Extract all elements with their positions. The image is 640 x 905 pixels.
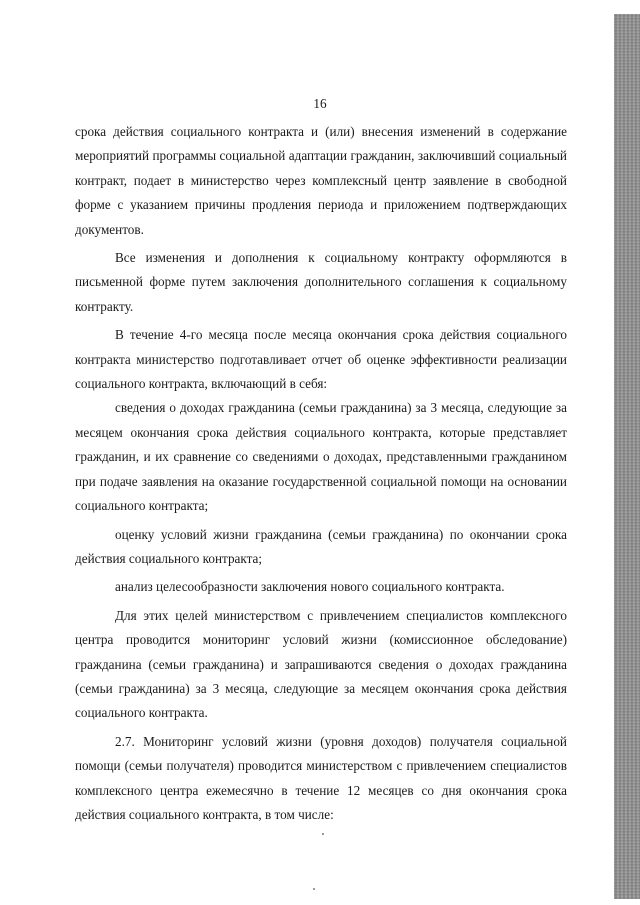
scan-speck xyxy=(313,888,315,890)
document-body xyxy=(75,120,567,827)
paragraph-income-info: сведения о доходах гражданина (семьи гражданина) за 3 месяца, следующие за месяцем окончания срока действия социального контракта, которые представляет гражданин, и их сравнение со сведениями о доходах, представленными гражданином при подаче заявления на оказание государственной социальной помощи на основании социального контракта; xyxy=(75,400,567,514)
paragraph-amendments: Все изменения и дополнения к социальному контракту оформляются в письменной форме путем заключения дополнительного соглашения к социальному контракту. xyxy=(75,250,567,314)
paragraph-living-conditions: оценку условий жизни гражданина (семьи гражданина) по окончании срока действия социального контракта; xyxy=(75,526,567,566)
paragraph-new-contract-analysis: анализ целесообразности заключения нового социального контракта. xyxy=(115,579,505,595)
paragraph-monitoring-purpose: Для этих целей министерством с привлечением специалистов комплексного центра проводится мониторинг условий жизни (комиссионное обследование) гражданина (семьи гражданина) и запрашиваются сведения о доходах гражданина (семьи гражданина) за 3 месяца, следующие за месяцем окончания срока действия социального контракта. xyxy=(75,607,567,721)
paragraph-section-2-7: 2.7. Мониторинг условий жизни (уровня доходов) получателя социальной помощи (семьи получателя) проводится министерством с привлечением специалистов комплексного центра ежемесячно в течение 12 месяцев со дня окончания срока действия социального контракта, в том числе: xyxy=(75,733,567,822)
paragraph-efficiency-report: В течение 4-го месяца после месяца окончания срока действия социального контракта министерство подготавливает отчет об оценке эффективности реализации социального контракта, включающий в себя: xyxy=(75,327,567,392)
paragraph-continuation: срока действия социального контракта и (или) внесения изменений в содержание мероприятий программы социальной адаптации гражданин, заключивший социальный контракт, подает в министерство через комплексный центр заявление в свободной форме с указанием причины продления периода и приложением подтверждающих документов. xyxy=(75,124,567,237)
page-number: 16 xyxy=(313,96,327,111)
scan-speck xyxy=(322,833,324,835)
scan-edge-artifact xyxy=(614,14,640,899)
